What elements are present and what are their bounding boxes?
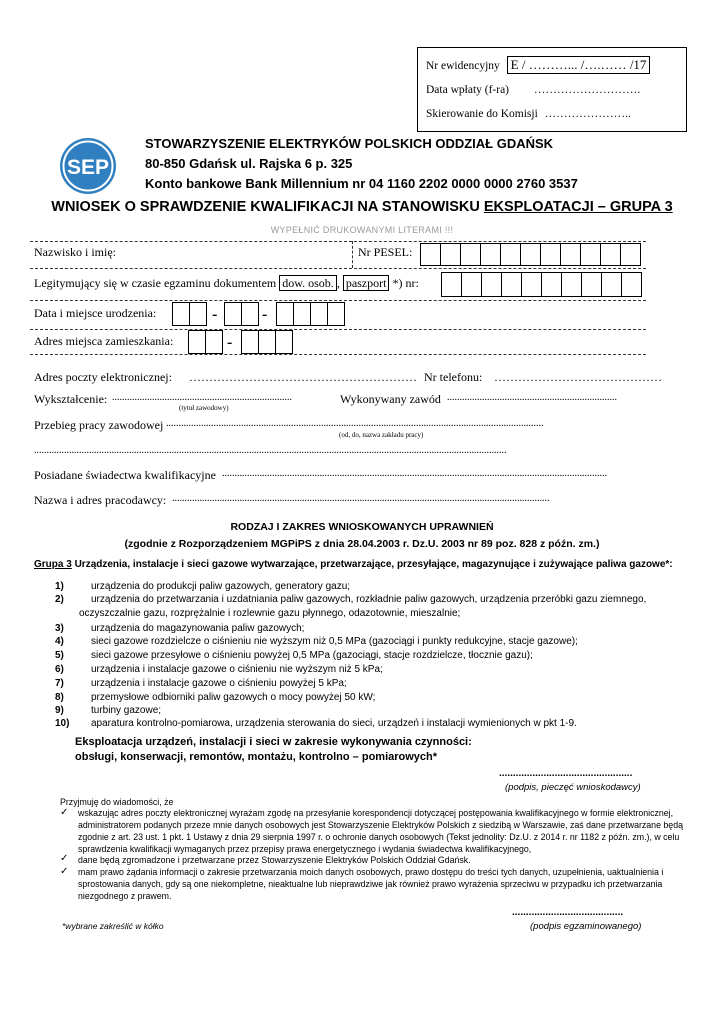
list-item-text: sieci gazowe rozdzielcze o ciśnieniu nie wyższym niż 0,5 MPa (gazociągi i punkty redukcyjne, stacje gazowe); [91,636,578,647]
id-char-box[interactable] [601,272,622,297]
email-label: Adres poczty elektronicznej: [34,370,172,384]
dob-month-box[interactable] [241,302,259,326]
list-item-number: 4) [55,636,64,647]
pesel-digit-box[interactable] [500,243,521,266]
sep-logo [58,136,118,196]
check-icon: ✓ [60,807,69,818]
pesel-digit-box[interactable] [560,243,581,266]
id-option-dowod[interactable]: dow. osob. [279,275,337,291]
divider [30,329,646,330]
dob-label: Data i miejsce urodzenia: [34,306,157,320]
profession-label: Wykonywany zawód [340,392,441,406]
org-bank-account: Konto bankowe Bank Millennium nr 04 1160 2202 0000 0000 2760 3537 [145,176,578,191]
office-use-box [417,47,687,132]
examinee-signature-line[interactable]: ........................................ [512,907,624,918]
group-label: Grupa 3 [34,559,72,570]
id-char-box[interactable] [621,272,642,297]
id-char-box[interactable] [541,272,562,297]
divider [352,241,353,268]
section-subtitle: (zgodnie z Rozporządzeniem MGPiPS z dnia 28.04.2003 r. Dz.U. 2003 nr 89 poz. 828 z późn. zm.) [124,538,600,550]
profession-dots[interactable]: .................................................................... [447,392,617,403]
list-item-number: 7) [55,678,64,689]
education-dots[interactable]: ........................................................................ [112,392,292,403]
commission-row [426,108,631,120]
payment-date-row [426,84,640,96]
list-item-number: 3) [55,623,64,634]
education-label: Wykształcenie: [34,392,108,406]
employer-dots[interactable]: ....................................................................................................................................................... [172,493,550,504]
dob-year-box[interactable] [276,302,294,326]
list-item-text: urządzenia i instalacje gazowe o ciśnieniu nie wyższym niż 5 kPa; [91,664,383,675]
list-item-number: 2) [55,594,64,605]
scope-line-1: Eksploatacja urządzeń, instalacji i sieci w zakresie wykonywania czynności: [75,736,472,748]
divider [30,241,646,242]
ack-item-3: mam prawo żądania informacji o zakresie przetwarzania moich danych osobowych, prawo dostępu do treści tych danych, uzupełnienia, uaktualnienia i sprostowania danych, gdy są one niekompletne, nieaktualne lub nieprawdziwe jak również prawo wyrażenia sprzeciwu w przypadku ich przetwarzania niezgodnego z prawem. [78,867,664,901]
list-item-text: urządzenia do produkcji paliw gazowych, generatory gazu; [91,581,351,592]
dob-day-box[interactable] [189,302,207,326]
dob-year-box[interactable] [293,302,311,326]
id-document-label: Legitymujący się w czasie egzaminu dokumentem [34,276,277,290]
section-title: RODZAJ I ZAKRES WNIOSKOWANYCH UPRAWNIEŃ [230,521,494,533]
check-icon: ✓ [60,853,69,864]
id-char-box[interactable] [581,272,602,297]
career-label: Przebieg pracy zawodowej [34,418,164,432]
postal-dash: - [227,334,233,351]
email-dots[interactable]: ………………………………………………… [189,370,417,384]
list-item-number: 10) [55,718,70,729]
pesel-digit-box[interactable] [420,243,441,266]
id-char-box[interactable] [501,272,522,297]
ack-intro: Przyjmuję do wiadomości, że [60,797,174,807]
id-char-box[interactable] [481,272,502,297]
dob-dash: - [262,306,268,323]
address-label: Adres miejsca zamieszkania: [34,334,174,348]
postal-code-box[interactable] [188,330,206,354]
certificates-label: Posiadane świadectwa kwalifikacyjne [34,468,216,482]
name-label: Nazwisko i imię: [34,245,116,259]
group-description: Urządzenia, instalacje i sieci gazowe wytwarzające, przetwarzające, przesyłające, magazynujące i zużywające paliwa gazowe*: [71,559,673,570]
list-item-text: aparatura kontrolno-pomiarowa, urządzenia sterowania do sieci, urządzeń i instalacji wymienionych w pkt 1-9. [91,718,577,729]
postal-code-box[interactable] [205,330,223,354]
list-item-text: urządzenia do przetwarzania i uzdatniania paliw gazowych, rozkładnie paliw gazowych, urządzenia przeróbki gazu ziemnego, [91,594,647,605]
id-char-box[interactable] [461,272,482,297]
registration-number-label: Nr ewidencyjny [426,60,500,72]
phone-dots[interactable]: …………………………………… [494,370,662,384]
org-name: STOWARZYSZENIE ELEKTRYKÓW POLSKICH ODDZIAŁ GDAŃSK [145,136,554,151]
fill-instruction: WYPEŁNIĆ DRUKOWANYMI LITERAMI !!! [270,225,454,235]
ack-item-1: wskazując adres poczty elektronicznej wyrażam zgodę na przesyłanie korespondencji dotyczącej postępowania kwalifikacyjnego w formie elektronicznej, administratorem podanych przeze mnie danych osobowych jest Stowarzyszenie Elektryków Polskich z siedzibą w Warszawie, zaś dane przetwarzane będą zgodnie z art. 23 ust. 1 pkt. 1 Ustawy z dnia 29 sierpnia 1997 r. o ochronie danych osobowych (Tekst jednolity: Dz.U. z 2014 r. nr 1182 z późn. zm.), w celu sprawdzenia kwalifikacji wymaganych przez przepisy prawa energetycznego i wydania świadectwa kwalifikacyjnego, [78,808,683,854]
pesel-digit-box[interactable] [580,243,601,266]
divider [30,268,646,269]
dob-dash: - [212,306,218,323]
phone-label: Nr telefonu: [424,370,483,384]
id-document-row [34,276,419,291]
id-char-box[interactable] [561,272,582,297]
pesel-digit-box[interactable] [460,243,481,266]
logo-text: SEP [66,156,110,179]
org-address: 80-850 Gdańsk ul. Rajska 6 p. 325 [145,156,353,171]
ack-item-2: dane będą zgromadzone i przetwarzane przez Stowarzyszenie Elektryków Polskich Oddział Gdańsk. [78,855,471,865]
title-underlined: EKSPLOATACJI – GRUPA 3 [483,199,673,215]
registration-number-row [426,56,650,74]
page-title [0,199,724,215]
career-dots-2[interactable]: ............................................................................................................................................................................................. [34,445,507,456]
dob-month-box[interactable] [224,302,242,326]
pesel-digit-box[interactable] [540,243,561,266]
pesel-digit-box[interactable] [440,243,461,266]
dob-day-box[interactable] [172,302,190,326]
commission-label: Skierowanie do Komisji [426,108,538,120]
postal-code-box[interactable] [275,330,293,354]
id-option-separator: , [336,276,340,290]
check-icon: ✓ [60,866,69,877]
list-item-number: 9) [55,705,64,716]
payment-date-label: Data wpłaty (f-ra) [426,84,510,96]
dob-year-box[interactable] [310,302,328,326]
divider [30,300,646,301]
list-item-number: 1) [55,581,64,592]
dob-year-box[interactable] [327,302,345,326]
examinee-signature-caption: (podpis egzaminowanego) [530,921,642,932]
career-note: (od, do, nazwa zakładu pracy) [339,431,424,439]
certificates-dots[interactable]: .......................................................................................................................................................... [222,468,607,479]
postal-code-box[interactable] [241,330,259,354]
applicant-signature-caption: (podpis, pieczęć wnioskodawcy) [505,782,641,793]
list-item-text: urządzenia i instalacje gazowe o ciśnieniu powyżej 5 kPa; [91,678,347,689]
postal-code-box[interactable] [258,330,276,354]
list-item-number: 8) [55,692,64,703]
pesel-digit-box[interactable] [520,243,541,266]
list-item-text: sieci gazowe przesyłowe o ciśnieniu powyżej 0,5 MPa (gazociągi, stacje rozdzielcze, tłocznie gazu); [91,650,533,661]
title-prefix: WNIOSEK O SPRAWDZENIE KWALIFIKACJI NA STANOWISKU [51,199,484,215]
education-note: (tytuł zawodowy) [179,404,229,412]
list-item-text: urządzenia do magazynowania paliw gazowych; [91,623,305,634]
pesel-label: Nr PESEL: [358,245,413,259]
career-dots[interactable]: ....................................................................................................................................................... [166,418,544,429]
id-char-box[interactable] [441,272,462,297]
id-option-passport[interactable]: paszport [343,275,390,291]
list-item-text: oczyszczalnie gazu, rozprężalnie i rozlewnie gazu płynnego, odazotownie, mieszalnie; [79,607,461,619]
pesel-digit-box[interactable] [600,243,621,266]
list-item-text: turbiny gazowe; [91,705,162,716]
divider [30,354,646,355]
list-item-number: 6) [55,664,64,675]
scope-line-2: obsługi, konserwacji, remontów, montażu, kontrolno – pomiarowych* [75,751,438,763]
registration-number-value[interactable]: E / ………... /….…… /17 [507,56,651,74]
commission-dots[interactable]: ………………….. [544,108,631,120]
group-heading [34,559,673,570]
applicant-signature-line[interactable]: ................................................ [499,768,633,779]
employer-label: Nazwa i adres pracodawcy: [34,493,167,507]
pesel-digit-box[interactable] [480,243,501,266]
id-document-suffix: *) nr: [392,276,419,290]
list-item-number: 5) [55,650,64,661]
payment-date-dots[interactable]: ………………………. [533,84,641,96]
list-item-text: przemysłowe odbiorniki paliw gazowych o mocy powyżej 50 kW; [91,692,376,703]
id-char-box[interactable] [521,272,542,297]
pesel-digit-box[interactable] [620,243,641,266]
footnote: *wybrane zakreślić w kółko [62,921,164,931]
